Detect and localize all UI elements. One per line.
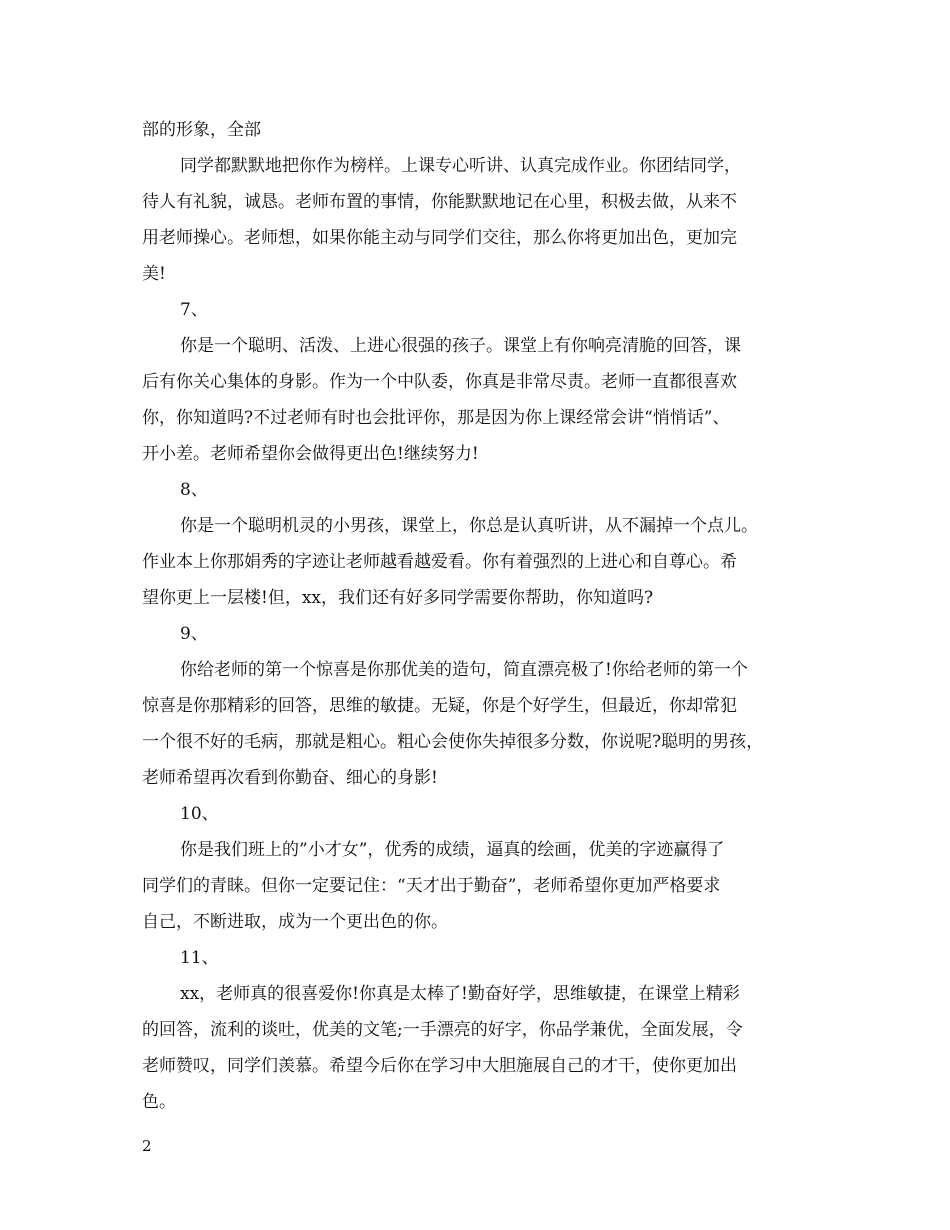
text-line: 用老师操心。老师想，如果你能主动与同学们交往，那么你将更加出色，更加完 xyxy=(142,228,737,248)
text-line: 惊喜是你那精彩的回答，思维的敏捷。无疑，你是个好学生，但最近，你却常犯 xyxy=(142,696,737,716)
text-line: 11、 xyxy=(180,948,219,968)
text-line: 的回答，流利的谈吐，优美的文笔;一手漂亮的好字，你品学兼优，全面发展，令 xyxy=(142,1020,743,1040)
text-line: 自己，不断进取，成为一个更出色的你。 xyxy=(142,912,448,932)
text-line: 望你更上一层楼!但，xx，我们还有好多同学需要你帮助，你知道吗? xyxy=(142,588,654,608)
text-line: 你，你知道吗?不过老师有时也会批评你，那是因为你上课经常会讲“悄悄话”、 xyxy=(142,408,730,428)
text-line: 你是一个聪明、活泼、上进心很强的孩子。课堂上有你响亮清脆的回答，课 xyxy=(180,336,741,356)
text-line: 老师赞叹，同学们羡慕。希望今后你在学习中大胆施展自己的才干，使你更加出 xyxy=(142,1056,737,1076)
text-line: 色。 xyxy=(142,1092,176,1112)
text-line: 8、 xyxy=(180,480,208,500)
text-line: xx，老师真的很喜爱你!你真是太棒了!勤奋好学，思维敏捷，在课堂上精彩 xyxy=(180,984,740,1004)
text-line: 美! xyxy=(142,264,166,284)
document-body xyxy=(142,112,822,1120)
text-line: 部的形象，全部 xyxy=(142,120,261,140)
text-line: 一个很不好的毛病，那就是粗心。粗心会使你失掉很多分数，你说呢?聪明的男孩， xyxy=(142,732,764,752)
text-line: 9、 xyxy=(180,624,208,644)
text-line: 你是我们班上的”小才女”，优秀的成绩，逼真的绘画，优美的字迹赢得了 xyxy=(180,840,725,860)
text-line: 你给老师的第一个惊喜是你那优美的造句，简直漂亮极了!你给老师的第一个 xyxy=(180,660,748,680)
text-line: 你是一个聪明机灵的小男孩，课堂上，你总是认真听讲，从不漏掉一个点儿。 xyxy=(180,516,758,536)
text-line: 作业本上你那娟秀的字迹让老师越看越爱看。你有着强烈的上进心和自尊心。希 xyxy=(142,552,737,572)
text-line: 待人有礼貌，诚恳。老师布置的事情，你能默默地记在心里，积极去做，从来不 xyxy=(142,192,737,212)
text-line: 10、 xyxy=(180,804,219,824)
text-line: 后有你关心集体的身影。作为一个中队委，你真是非常尽责。老师一直都很喜欢 xyxy=(142,372,737,392)
page-number: 2 xyxy=(142,1137,152,1155)
text-line: 同学都默默地把你作为榜样。上课专心听讲、认真完成作业。你团结同学， xyxy=(180,156,741,176)
text-line: 同学们的青睐。但你一定要记住：“天才出于勤奋”，老师希望你更加严格要求 xyxy=(142,876,721,896)
text-line: 开小差。老师希望你会做得更出色!继续努力! xyxy=(142,444,479,464)
text-line: 老师希望再次看到你勤奋、细心的身影! xyxy=(142,768,438,788)
text-line: 7、 xyxy=(180,300,208,320)
